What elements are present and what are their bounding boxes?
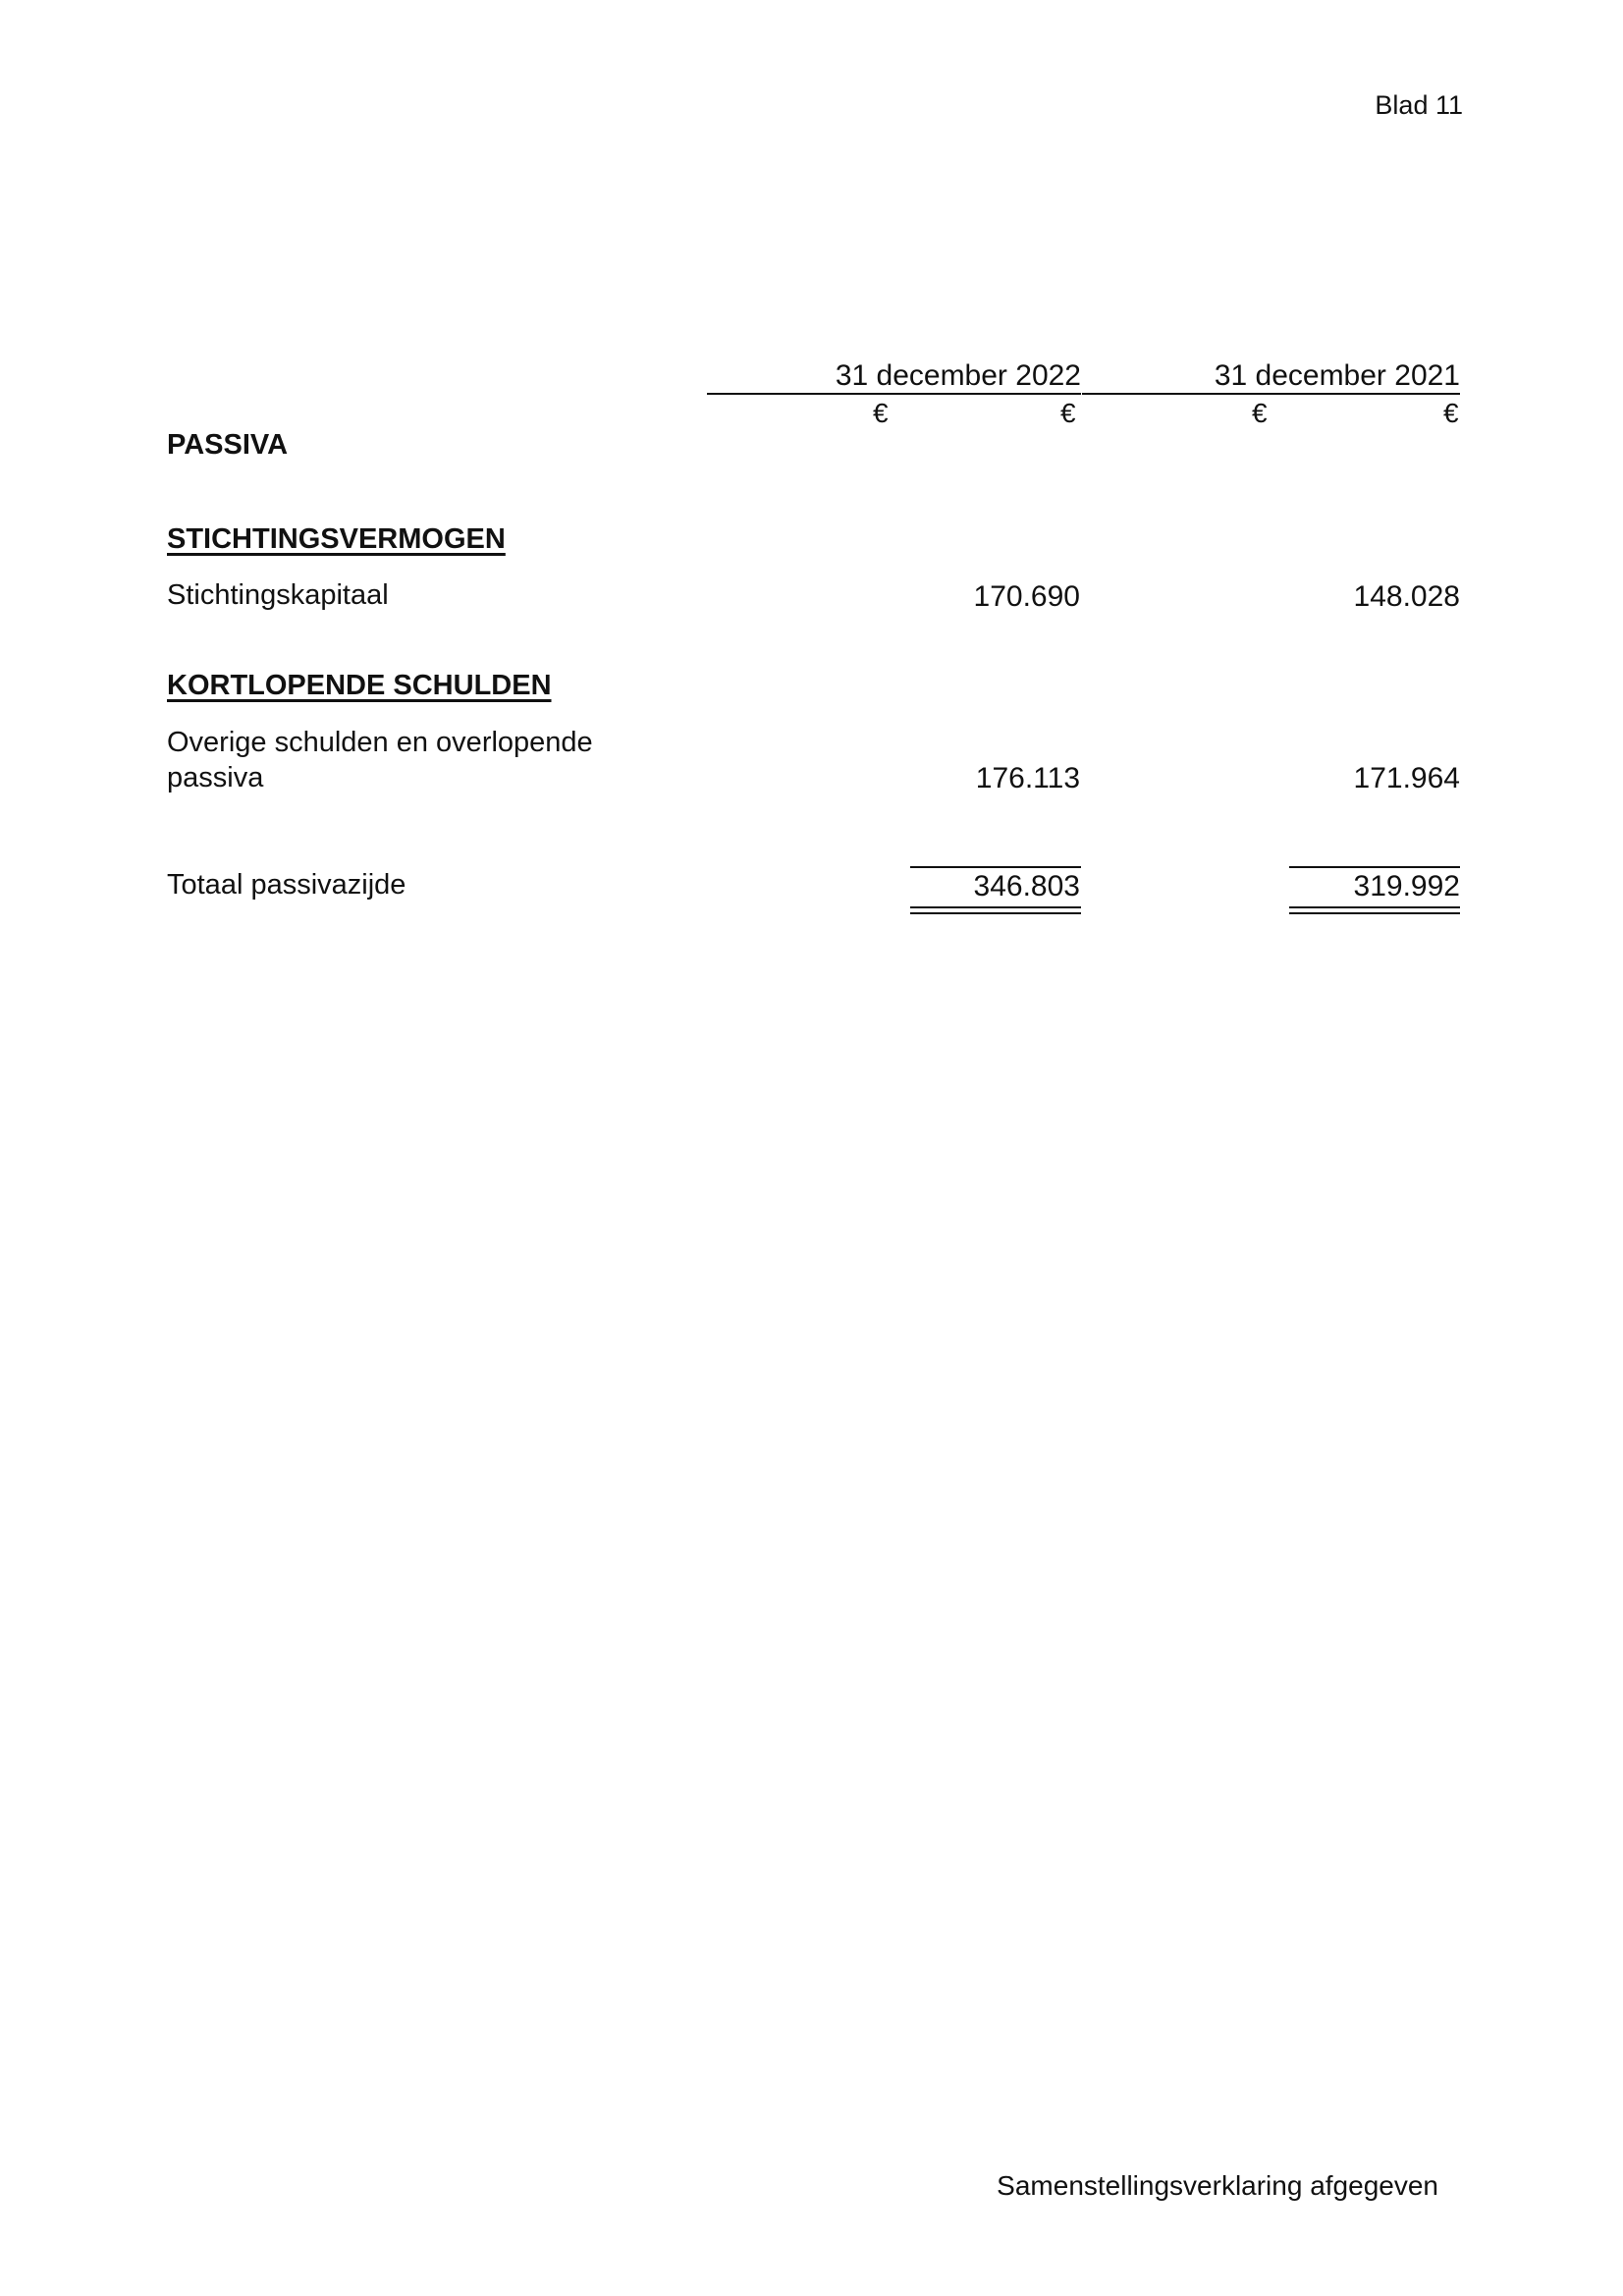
subtotal-rule-2021 [1289,866,1460,868]
totaal-value-2022: 346.803 [973,870,1080,902]
currency-symbol: € [1060,398,1076,428]
column-header-2022: 31 december 2022 [835,359,1081,392]
currency-symbol: € [1252,398,1268,428]
overige-schulden-value-2021: 171.964 [1353,762,1460,794]
stichtingskapitaal-label: Stichtingskapitaal [167,579,389,611]
column-header-rule-2022 [707,393,1081,395]
column-header-2021: 31 december 2021 [1214,359,1460,392]
page-number: Blad 11 [1375,90,1463,120]
kortlopende-schulden-heading: KORTLOPENDE SCHULDEN [167,670,552,701]
subtotal-rule-2022 [910,866,1081,868]
stichtingskapitaal-value-2021: 148.028 [1353,580,1460,613]
totaal-value-2021: 319.992 [1353,870,1460,902]
currency-symbol: € [1443,398,1459,428]
column-header-rule-2021 [1082,393,1460,395]
currency-symbol: € [873,398,889,428]
overige-schulden-label: Overige schulden en overlopende passiva [167,727,593,793]
stichtingskapitaal-value-2022: 170.690 [973,580,1080,613]
total-double-rule-2021 [1289,906,1460,914]
totaal-passivazijde-label: Totaal passivazijde [167,869,406,901]
stichtingsvermogen-heading: STICHTINGSVERMOGEN [167,523,506,555]
footer-note: Samenstellingsverklaring afgegeven [997,2170,1438,2201]
overige-schulden-value-2022: 176.113 [975,762,1080,794]
passiva-heading: PASSIVA [167,429,289,461]
total-double-rule-2022 [910,906,1081,914]
